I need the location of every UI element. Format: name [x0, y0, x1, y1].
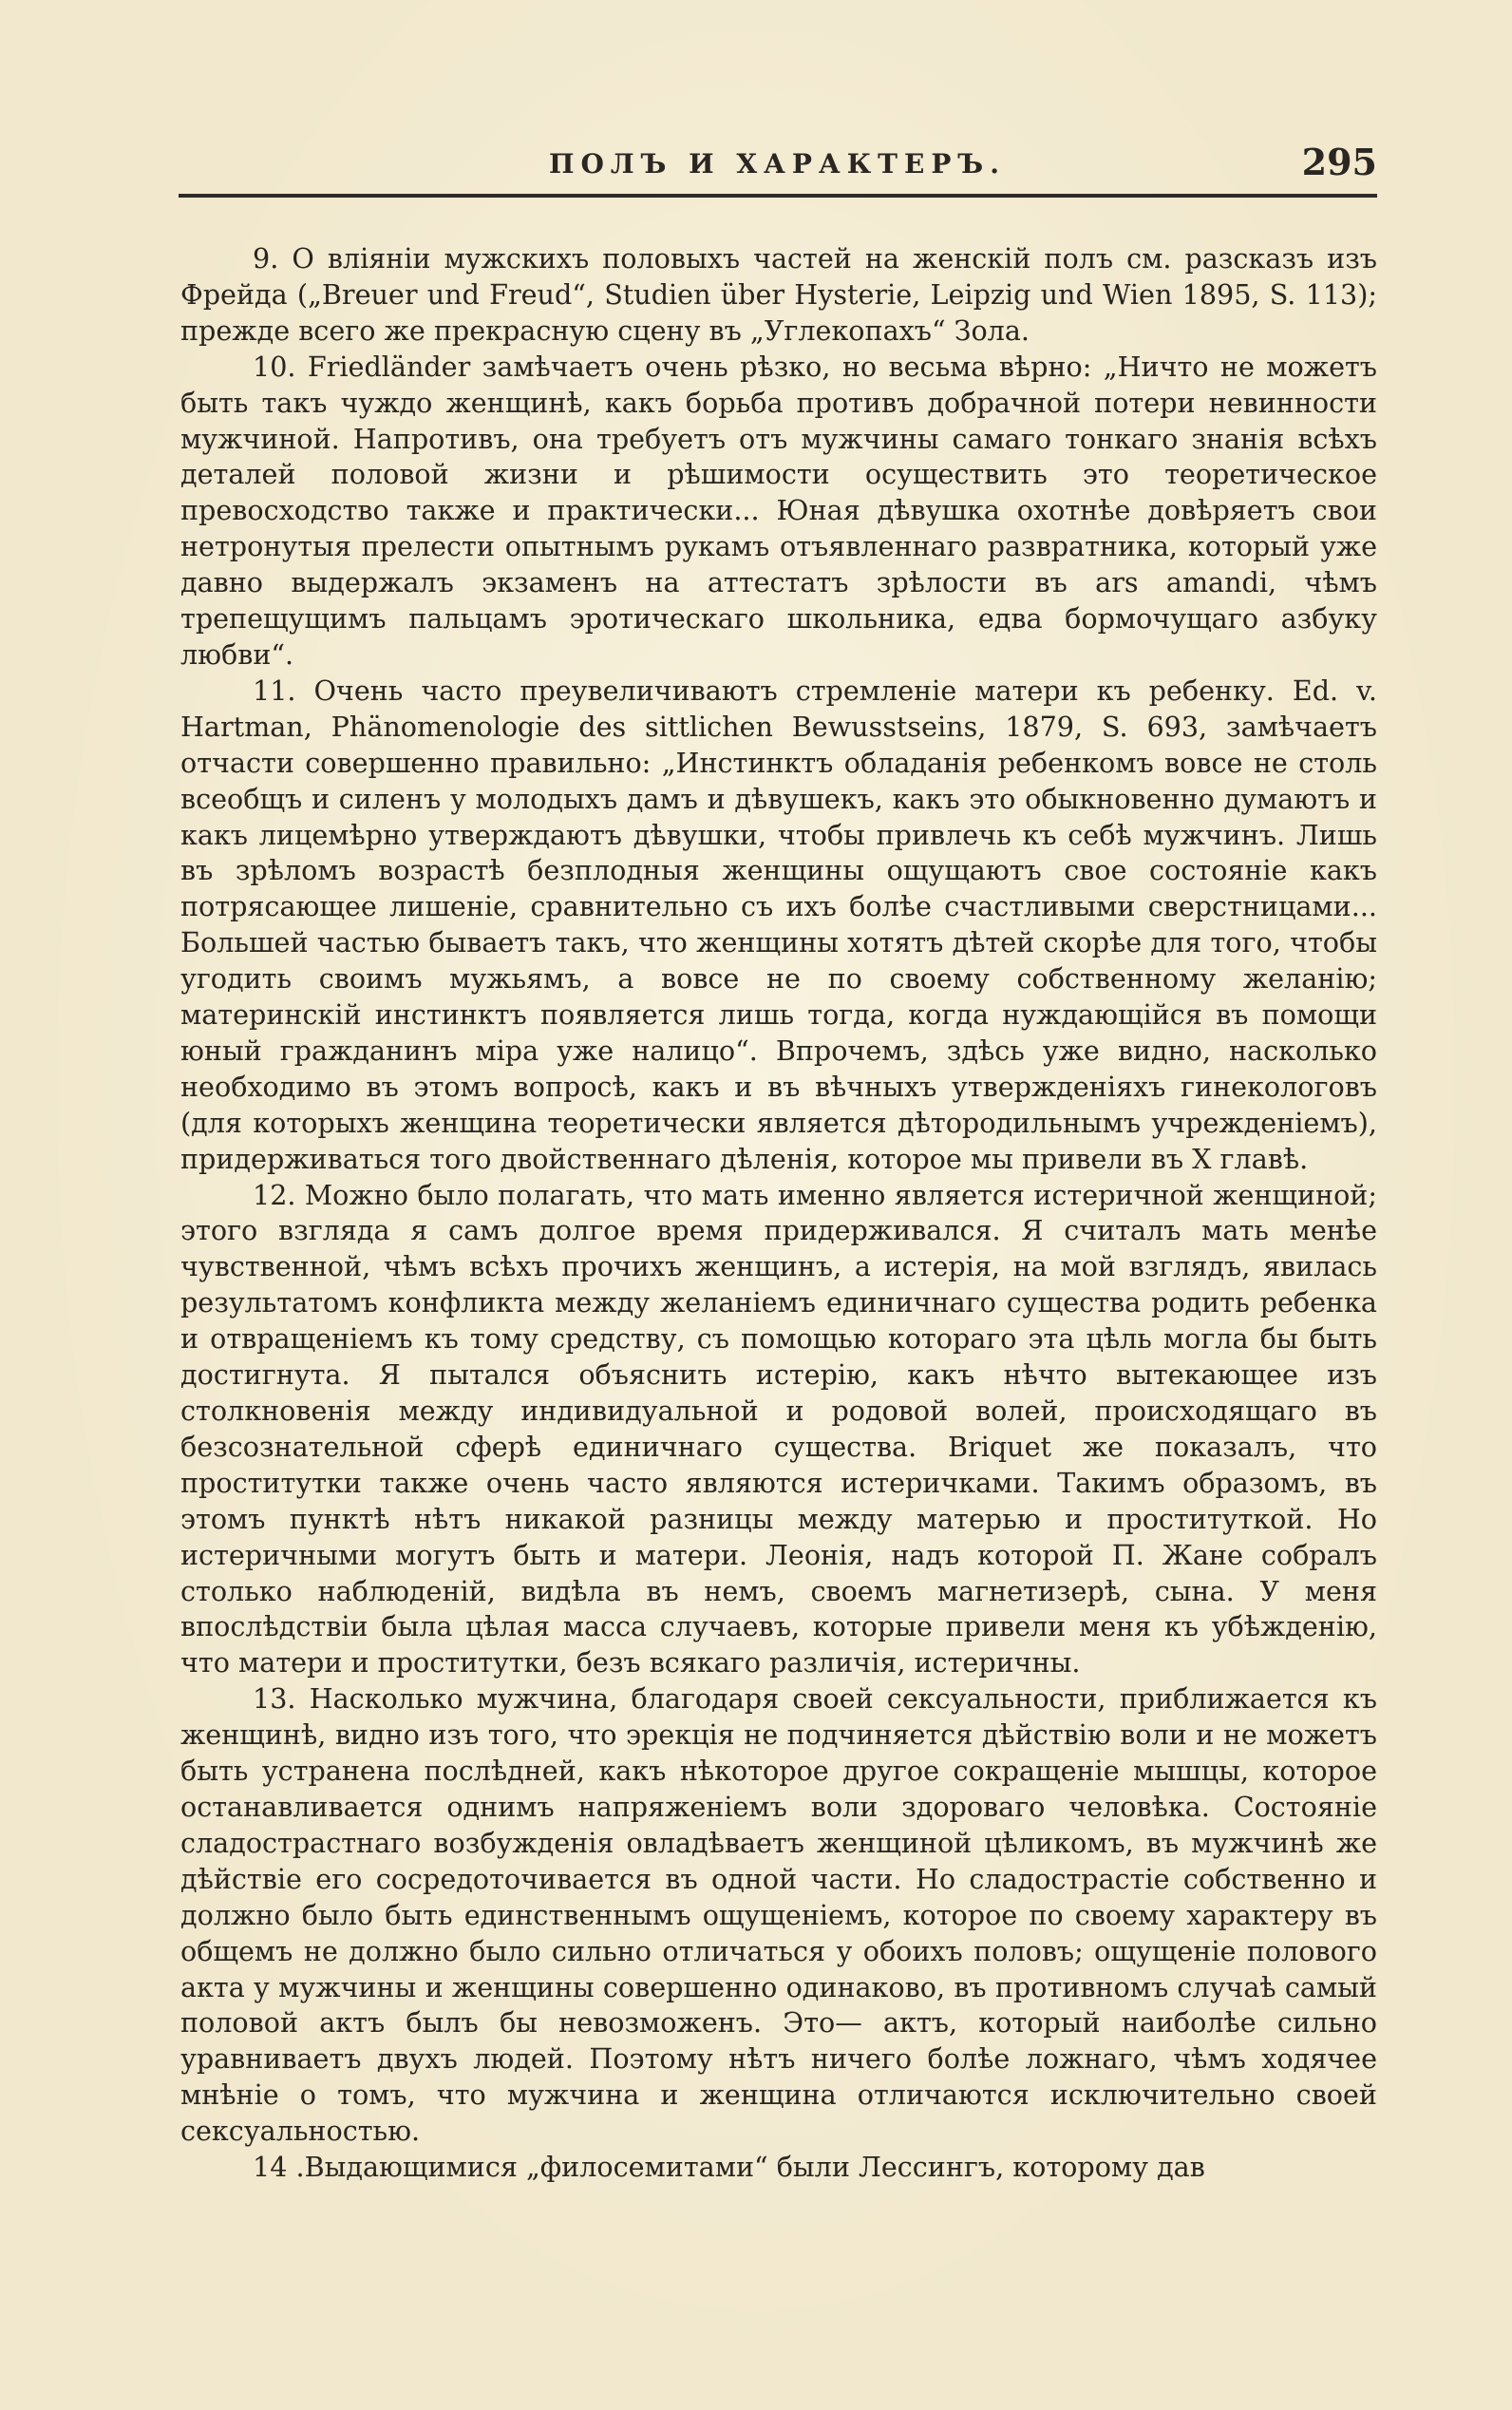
note-11 — [180, 674, 1377, 1178]
note-text: Насколько мужчина, благодаря своей сексуальности, приближается къ женщинѣ, видно изъ того, что эрекція не подчиняется дѣйствію воли и не можетъ быть устранена послѣдней, какъ нѣкоторое другое сокращеніе мышцы, которое останавливается однимъ напряженіемъ воли здороваго человѣка. Состояніе сладострастнаго возбужденія овладѣваетъ женщиной цѣликомъ, въ мужчинѣ же дѣйствіе его сосредоточивается въ одной части. Но сладострастіе собственно и должно было быть единственнымъ ощущеніемъ, которое по своему характеру въ общемъ не должно было сильно отличаться у обоихъ половъ; ощущеніе полового акта у мужчины и женщины совершенно одинаково, въ противномъ случаѣ самый половой актъ былъ бы невозможенъ. Это— актъ, который наиболѣе сильно уравниваетъ двухъ людей. Поэтому нѣтъ ничего болѣе ложнаго, чѣмъ ходячее мнѣніе о томъ, что мужчина и женщина отличаются исключительно своей сексуальностью. — [180, 1682, 1377, 2148]
note-number: 9. — [253, 242, 279, 275]
note-number: 12. — [253, 1178, 296, 1211]
note-text: Friedländer замѣчаетъ очень рѣзко, но весьма вѣрно: „Ничто не можетъ быть такъ чуждо женщинѣ, какъ борьба противъ добрачной потери невинности мужчиной. Напротивъ, она требуетъ отъ мужчины самаго тонкаго знанія всѣхъ деталей половой жизни и рѣшимости осуществить это теоретическое превосходство также и практически... Юная дѣвушка охотнѣе довѣряетъ свои нетронутыя прелести опытнымъ рукамъ отъявленнаго развратника, который уже давно выдержалъ экзаменъ на аттестатъ зрѣлости въ ars amandi, чѣмъ трепещущимъ пальцамъ эротическаго школьника, едва бормочущаго азбуку любви“. — [180, 350, 1377, 671]
note-text: О вліяніи мужскихъ половыхъ частей на женскій полъ см. разсказъ изъ Фрейда („Breuer und Freud“, Studien über Hysterie, Leipzig und Wien 1895, S. 113); прежде всего же прекрасную сцену въ „Углекопахъ“ Зола. — [180, 242, 1377, 347]
note-9 — [180, 241, 1377, 350]
page-number: 295 — [1301, 141, 1377, 183]
note-text: .Выдающимися „филосемитами“ были Лессингъ, которому дав — [295, 2151, 1205, 2184]
footnotes — [180, 241, 1377, 2186]
note-number: 11. — [253, 674, 296, 707]
note-text: Можно было полагать, что мать именно является истеричной женщиной; этого взгляда я самъ долгое время придерживался. Я считалъ мать менѣе чувственной, чѣмъ всѣхъ прочихъ женщинъ, а истерія, на мой взглядъ, явилась результатомъ конфликта между желаніемъ единичнаго существа родить ребенка и отвращеніемъ къ тому средству, съ помощью котораго эта цѣль могла бы быть достигнута. Я пытался объяснить истерію, какъ нѣчто вытекающее изъ столкновенія между индивидуальной и родовой волей, происходящаго въ безсознательной сферѣ единичнаго существа. Briquet же показалъ, что проститутки также очень часто являются истеричками. Такимъ образомъ, въ этомъ пунктѣ нѣтъ никакой разницы между матерью и проституткой. Но истеричными могутъ быть и матери. Леонія, надъ которой П. Жане собралъ столько наблюденій, видѣла въ немъ, своемъ магнетизерѣ, сына. У меня впослѣдствіи была цѣлая масса случаевъ, которые привели меня къ убѣжденію, что матери и проститутки, безъ всякаго различія, истеричны. — [180, 1178, 1377, 1679]
note-13 — [180, 1681, 1377, 2150]
note-number: 14 — [253, 2151, 288, 2184]
note-12 — [180, 1178, 1377, 1682]
running-title: ПОЛЪ И ХАРАКТЕРЪ. — [549, 148, 1006, 180]
note-number: 10. — [253, 350, 296, 383]
note-number: 13. — [253, 1682, 296, 1716]
note-text: Очень часто преувеличиваютъ стремленіе матери къ ребенку. Ed. v. Hartman, Phänomenologie des sittlichen Bewusstseins, 1879, S. 693, замѣчаетъ отчасти совершенно правильно: „Инстинктъ обладанія ребенкомъ вовсе не столь всеобщъ и силенъ у молодыхъ дамъ и дѣвушекъ, какъ это обыкновенно думаютъ и какъ лицемѣрно утверждаютъ дѣвушки, чтобы привлечь къ себѣ мужчинъ. Лишь въ зрѣломъ возрастѣ безплодныя женщины ощущаютъ свое состояніе какъ потрясающее лишеніе, сравнительно съ ихъ болѣе счастливыми сверстницами... Большей частью бываетъ такъ, что женщины хотятъ дѣтей скорѣе для того, чтобы угодить своимъ мужьямъ, а вовсе не по своему собственному желанію; материнскій инстинктъ появляется лишь тогда, когда нуждающійся въ помощи юный гражданинъ міра уже налицо“. Впрочемъ, здѣсь уже видно, насколько необходимо въ этомъ вопросѣ, какъ и въ вѣчныхъ утвержденіяхъ гинекологовъ (для которыхъ женщина теоретически является дѣтородильнымъ учрежденіемъ), придерживаться того двойственнаго дѣленія, которое мы привели въ X главѣ. — [180, 674, 1377, 1175]
note-10 — [180, 350, 1377, 674]
note-14 — [180, 2150, 1377, 2186]
header-rule — [179, 194, 1377, 198]
page-header — [179, 141, 1377, 190]
